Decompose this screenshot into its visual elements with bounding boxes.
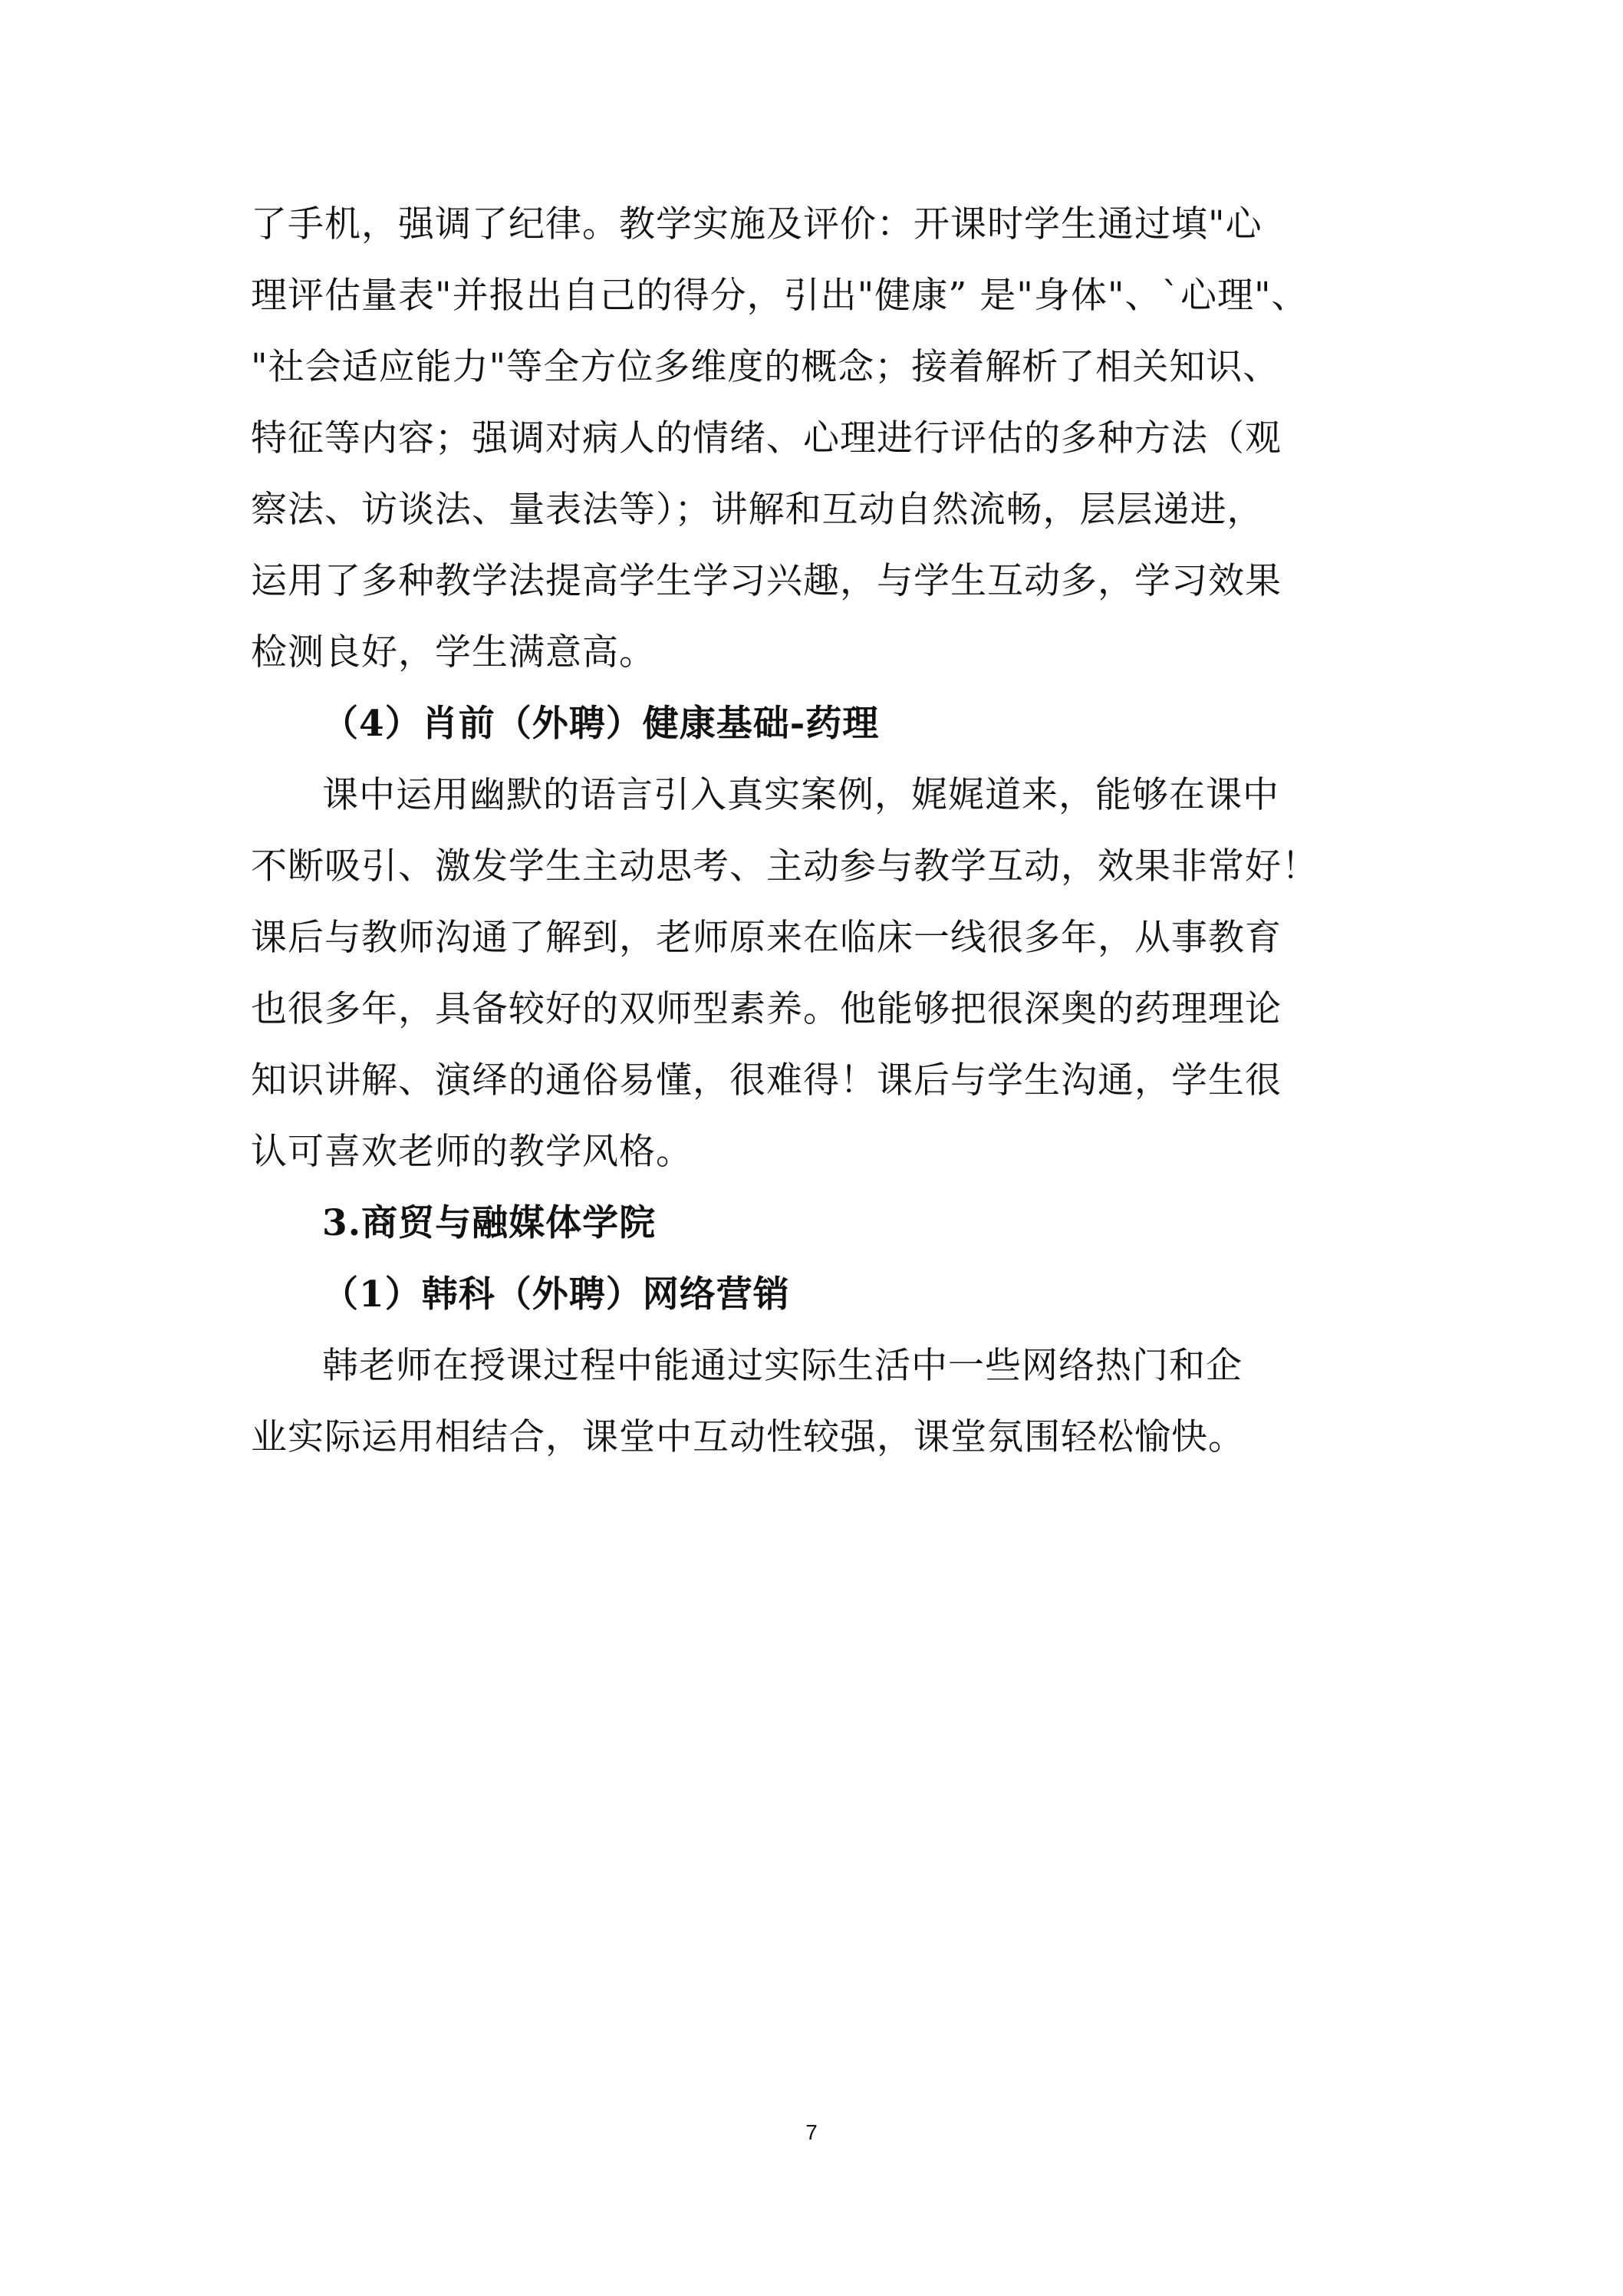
paragraph-line: 检测良好，学生满意高。 — [251, 631, 656, 674]
paragraph-line: 理评估量表"并报出自己的得分，引出"健康” 是"身体"、`心理"、 — [251, 275, 1309, 317]
paragraph-line: 了手机，强调了纪律。教学实施及评价：开课时学生通过填"心 — [251, 203, 1263, 245]
subsection-heading: （4）肖前（外聘）健康基础-药理 — [322, 703, 880, 745]
paragraph-line: 韩老师在授课过程中能通过实际生活中一些网络热门和企 — [322, 1345, 1243, 1387]
page-number: 7 — [805, 2120, 818, 2144]
subsection-heading: （1）韩科（外聘）网络营销 — [322, 1273, 790, 1316]
paragraph-line: 不断吸引、激发学生主动思考、主动参与教学互动，效果非常好！ — [251, 845, 1318, 888]
paragraph-line: 知识讲解、演绎的通俗易懂，很难得！课后与学生沟通，学生很 — [251, 1059, 1282, 1102]
paragraph-line: 认可喜欢老师的教学风格。 — [251, 1131, 693, 1173]
paragraph-line: 课后与教师沟通了解到，老师原来在临床一线很多年，从事教育 — [251, 917, 1282, 959]
paragraph-line: 也很多年，具备较好的双师型素养。他能够把很深奥的药理理论 — [251, 988, 1282, 1030]
paragraph-line: 业实际运用相结合，课堂中互动性较强，课堂氛围轻松愉快。 — [251, 1416, 1245, 1458]
paragraph-line: 课中运用幽默的语言引入真实案例，娓娓道来，能够在课中 — [322, 774, 1279, 816]
paragraph-line: 运用了多种教学法提高学生学习兴趣，与学生互动多，学习效果 — [251, 560, 1282, 602]
section-heading: 3.商贸与融媒体学院 — [322, 1202, 657, 1244]
paragraph-line: "社会适应能力"等全方位多维度的概念；接着解析了相关知识、 — [251, 346, 1280, 388]
paragraph-line: 特征等内容；强调对病人的情绪、心理进行评估的多种方法（观 — [251, 417, 1282, 460]
paragraph-line: 察法、访谈法、量表法等）；讲解和互动自然流畅，层层递进， — [251, 489, 1264, 531]
